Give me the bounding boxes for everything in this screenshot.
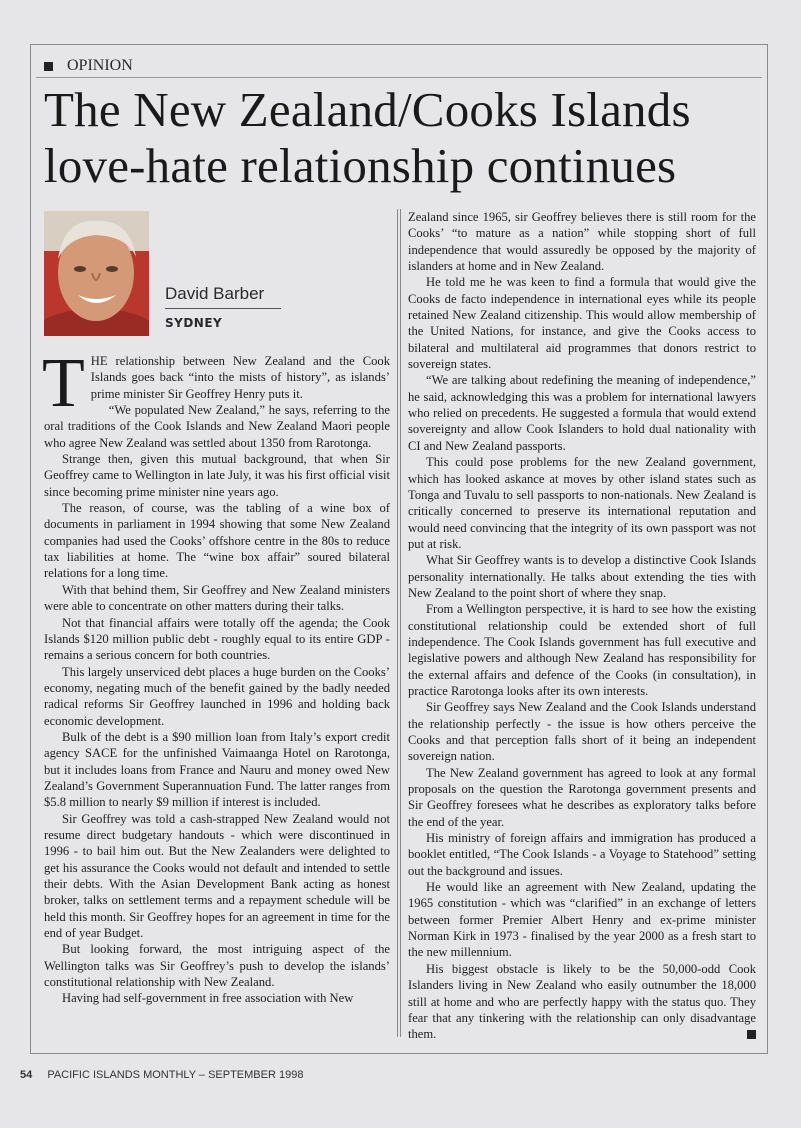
- author-photo: [44, 211, 149, 336]
- paragraph-text: HE relationship between New Zealand and the Cook Islands goes back “into the mists of history”, as islands’ prime minister Sir Geoffrey Henry puts it.: [90, 354, 390, 401]
- section-square-icon: [44, 62, 53, 71]
- section-tag: [44, 56, 133, 76]
- paragraph: Sir Geoffrey was told a cash-strapped New Zealand would not resume direct budgetary handouts - which were discontinued in 1996 - to bail him out. But the New Zealanders were delighted to get his assurance the Cooks would not default and intended to settle their debts. With the Asian Development Bank acting as honest broker, talks on settlement terms and a repayment schedule will be held this month. Sir Geoffrey hopes for an agreement in time for the end of year Budget.: [44, 811, 390, 941]
- section-rule: [36, 77, 762, 78]
- byline-rule: [165, 308, 281, 309]
- paragraph: [42, 345, 390, 422]
- left-column: [42, 345, 390, 1007]
- paragraph: He would like an agreement with New Zealand, updating the 1965 constitution - which was “clarified” in an exchange of letters between former Premier Albert Henry and ex-prime minister Norman Kirk in 1973 - finalised by the year 2000 as a fresh start to the new millennium.: [408, 880, 756, 960]
- end-mark-icon: [747, 1030, 756, 1039]
- paragraph: Sir Geoffrey says New Zealand and the Cook Islands understand the relationship perfectly - the issue is how others perceive the Cooks and that perception falls short of it being an independent sovereign nation.: [408, 700, 756, 764]
- paragraph: Bulk of the debt is a $90 million loan from Italy’s export credit agency SACE for the unfinished Vaimaanga Hotel on Rarotonga, but it includes loans from France and Nauru and money owed New Zealand’s Government Superannuation Fund. The latter ranges from $5.8 million to nearly $9 million if interest is included.: [44, 729, 390, 810]
- column-divider: [400, 209, 401, 1037]
- paragraph: With that behind them, Sir Geoffrey and New Zealand ministers were able to concentrate on other matters during their talks.: [44, 582, 390, 614]
- paragraph: His ministry of foreign affairs and immigration has produced a booklet entitled, “The Cook Islands - a Voyage to Statehood” setting out the background and issues.: [408, 831, 756, 878]
- page-number: 54: [20, 1069, 33, 1081]
- dateline-location: SYDNEY: [165, 316, 223, 330]
- paragraph: But looking forward, the most intriguing aspect of the Wellington talks was Sir Geoffrey’s push to develop the islands’ constitutional relationship with New Zealand.: [44, 942, 390, 990]
- page-footer: [20, 1069, 303, 1081]
- paragraph: This largely unserviced debt places a huge burden on the Cooks’ economy, negating much of the benefit gained by the badly needed radical reforms Sir Geoffrey launched in 1996 and holding back economic development.: [44, 664, 390, 728]
- author-name: David Barber: [165, 284, 265, 303]
- drop-cap: T: [42, 345, 85, 422]
- paragraph: The reason, of course, was the tabling of a wine box of documents in parliament in 1994 showing that some New Zealand companies had used the Cooks’ offshore centre in the 80s to reduce tax liabilities at home. The “wine box affair” soured bilateral relations for a long time.: [44, 501, 390, 581]
- paragraph-text: His biggest obstacle is likely to be the 50,000-odd Cook Islanders living in New Zealand who easily outnumber the 18,000 still at home and who are perfectly happy with the status quo. They fear that any tinkering with the relationship can only disadvantage them.: [408, 961, 756, 1042]
- section-label: OPINION: [67, 57, 133, 74]
- paragraph: Strange then, given this mutual background, that when Sir Geoffrey came to Wellington in late July, it was his first official visit since becoming prime minister nine years ago.: [44, 452, 390, 499]
- paragraph: Zealand since 1965, sir Geoffrey believes there is still room for the Cooks’ “to mature as a nation” while stopping short of full independence that would assuredly be opposed by the majority of islanders at home and in New Zealand.: [408, 210, 756, 274]
- article-headline: The New Zealand/Cooks Islands love-hate relationship continues: [44, 82, 691, 193]
- paragraph: What Sir Geoffrey wants is to develop a distinctive Cook Islands personality internationally. He talks about extending the ties with New Zealand to the point short of where they snap.: [408, 553, 756, 600]
- paragraph: Not that financial affairs were totally off the agenda; the Cook Islands $120 million public debt - roughly equal to its entire GDP - remains a serious concern for both countries.: [44, 615, 390, 663]
- paragraph: This could pose problems for the new Zealand government, which has looked askance at moves by other island states such as Tonga and Tuvalu to sell passports to non-nationals. New Zealand is critically concerned to preserve its international reputation and would need convincing that the integrity of its own passport was not put at risk.: [408, 455, 756, 551]
- paragraph: [408, 961, 756, 1043]
- right-column: [408, 209, 756, 1043]
- paragraph: “We populated New Zealand,” he says, referring to the oral traditions of the Cook Islands and New Zealand Maori people who agree New Zealand was settled about 1350 from Rarotonga.: [44, 403, 390, 450]
- paragraph: From a Wellington perspective, it is hard to see how the existing constitutional relationship could be extended short of full independence. The Cook Islands government has full executive and legislative powers and although New Zealand has responsibility for the external affairs and defence of the Cooks (in consultation), in practice Rarotonga looks after its own interests.: [408, 602, 756, 698]
- paragraph: The New Zealand government has agreed to look at any formal proposals on the question the Rarotonga government presents and Sir Geoffrey foresees what he describes as exploratory talks before the end of the year.: [408, 765, 756, 829]
- paragraph: He told me he was keen to find a formula that would give the Cooks de facto independence in international eyes while its people retained New Zealand citizenship. This would allow membership of the United Nations, for instance, and give the Cooks access to bilateral and multilateral aid programmes that donors restrict to sovereign states.: [408, 275, 756, 372]
- paragraph: Having had self-government in free association with New: [62, 991, 354, 1006]
- column-divider: [397, 209, 398, 1037]
- paragraph: “We are talking about redefining the meaning of independence,” he said, acknowledging this was a problem for international lawyers who relied on precedents. He suggested a formula that would extend sovereignty and allow Cook Islanders to hold dual nationality with CI and New Zealand passports.: [408, 373, 756, 453]
- publication-line: PACIFIC ISLANDS MONTHLY – SEPTEMBER 1998: [47, 1069, 304, 1081]
